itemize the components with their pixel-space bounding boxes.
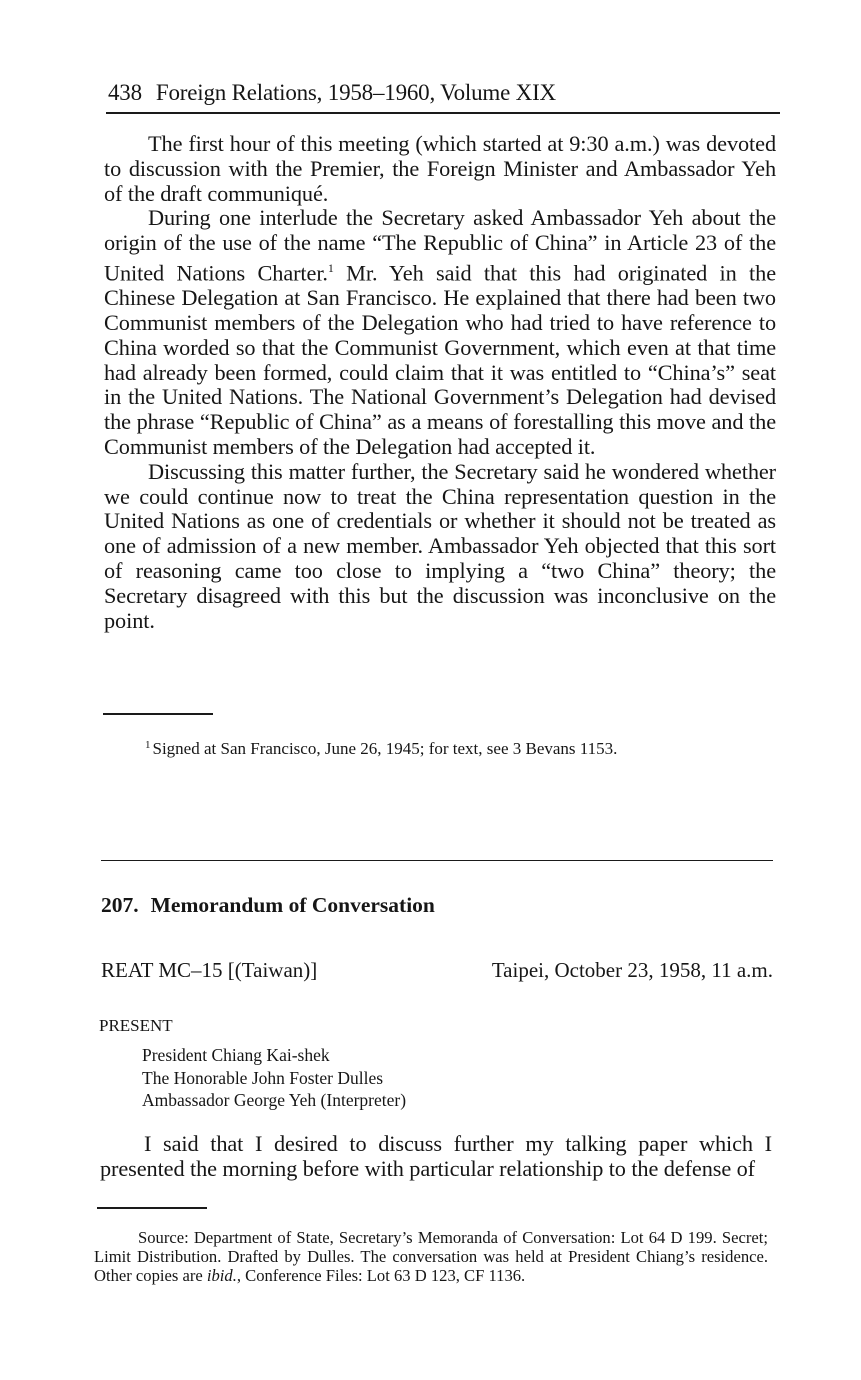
footnote-reference: 1 (327, 260, 334, 275)
running-title: Foreign Relations, 1958–1960, Volume XIX (155, 80, 556, 105)
place-date: Taipei, October 23, 1958, 11 a.m. (491, 958, 773, 982)
paragraph: Discussing this matter further, the Secretary said he wondered whether we could continue now to treat the China representation question in the United Nations as one of credentials or whether it should not be treated as one of admission of a new member. Ambassador Yeh objected that this sort of reasoning came too close to implying a “two China” theory; the Secretary disagreed with this but the discussion was inconclusive on the point. (104, 458, 776, 633)
footnote-marker: 1 (145, 739, 151, 751)
footnote-text: Signed at San Francisco, June 26, 1945; for text, see 3 Bevans 1153. (152, 739, 618, 758)
source-note-ibid: ibid. (206, 1266, 237, 1285)
footnote (145, 735, 813, 759)
section-divider (101, 860, 773, 861)
paragraph-text: During one interlude the Secretary asked Ambassador Yeh about the origin of the use of the name “The Republic of China” in Article 23 of the United Nations Charter. (104, 205, 776, 286)
participant: The Honorable John Foster Dulles (142, 1067, 384, 1088)
footnote-rule (103, 713, 213, 715)
document-metadata (101, 957, 773, 983)
participant: Ambassador George Yeh (Interpreter) (142, 1090, 407, 1110)
source-note-text: , Conference Files: Lot 63 D 123, CF 1136. (236, 1266, 526, 1285)
memorandum-body (100, 1132, 772, 1182)
paragraph (104, 206, 776, 459)
paragraph: I said that I desired to discuss further my talking paper which I presented the morning before with particular relationship to the defense of (100, 1131, 772, 1181)
continued-text (104, 132, 776, 633)
paragraph-text: Mr. Yeh said that this had originated in the Chinese Delegation at San Francisco. He explained that there had been two Communist members of the Delegation who had tried to have reference to China worded so that the Communist Government, which even at that time had already been formed, could claim that it was entitled to “China’s” seat in the United Nations. The National Government’s Delegation had devised the phrase “Republic of China” as a means of forestalling this move and the Communist members of the Delegation had accepted it. (104, 260, 776, 459)
source-note-text: Source: Department of State, Secretary’s Memoranda of Conversation: Lot 64 D 199. Secret; Limit Distribution. Drafted by Dulles. The conversation was held at President Chiang’s residence. Other copies are (94, 1228, 768, 1285)
document-heading (101, 891, 435, 919)
document-title: Memorandum of Conversation (150, 893, 435, 917)
paragraph: The first hour of this meeting (which started at 9:30 a.m.) was devoted to discussion with the Premier, the Foreign Minister and Ambassador Yeh of the draft communiqué. (104, 131, 776, 206)
running-head (108, 78, 780, 108)
document-number: 207. (101, 893, 139, 917)
source-note-rule (97, 1207, 207, 1209)
participants-list (142, 1044, 406, 1112)
present-label: PRESENT (99, 1016, 173, 1035)
document-reference: REAT MC–15 [(Taiwan)] (101, 958, 318, 982)
source-note (94, 1228, 768, 1285)
header-rule (106, 112, 780, 114)
page-number: 438 (108, 80, 142, 105)
participant: President Chiang Kai-shek (142, 1045, 330, 1065)
